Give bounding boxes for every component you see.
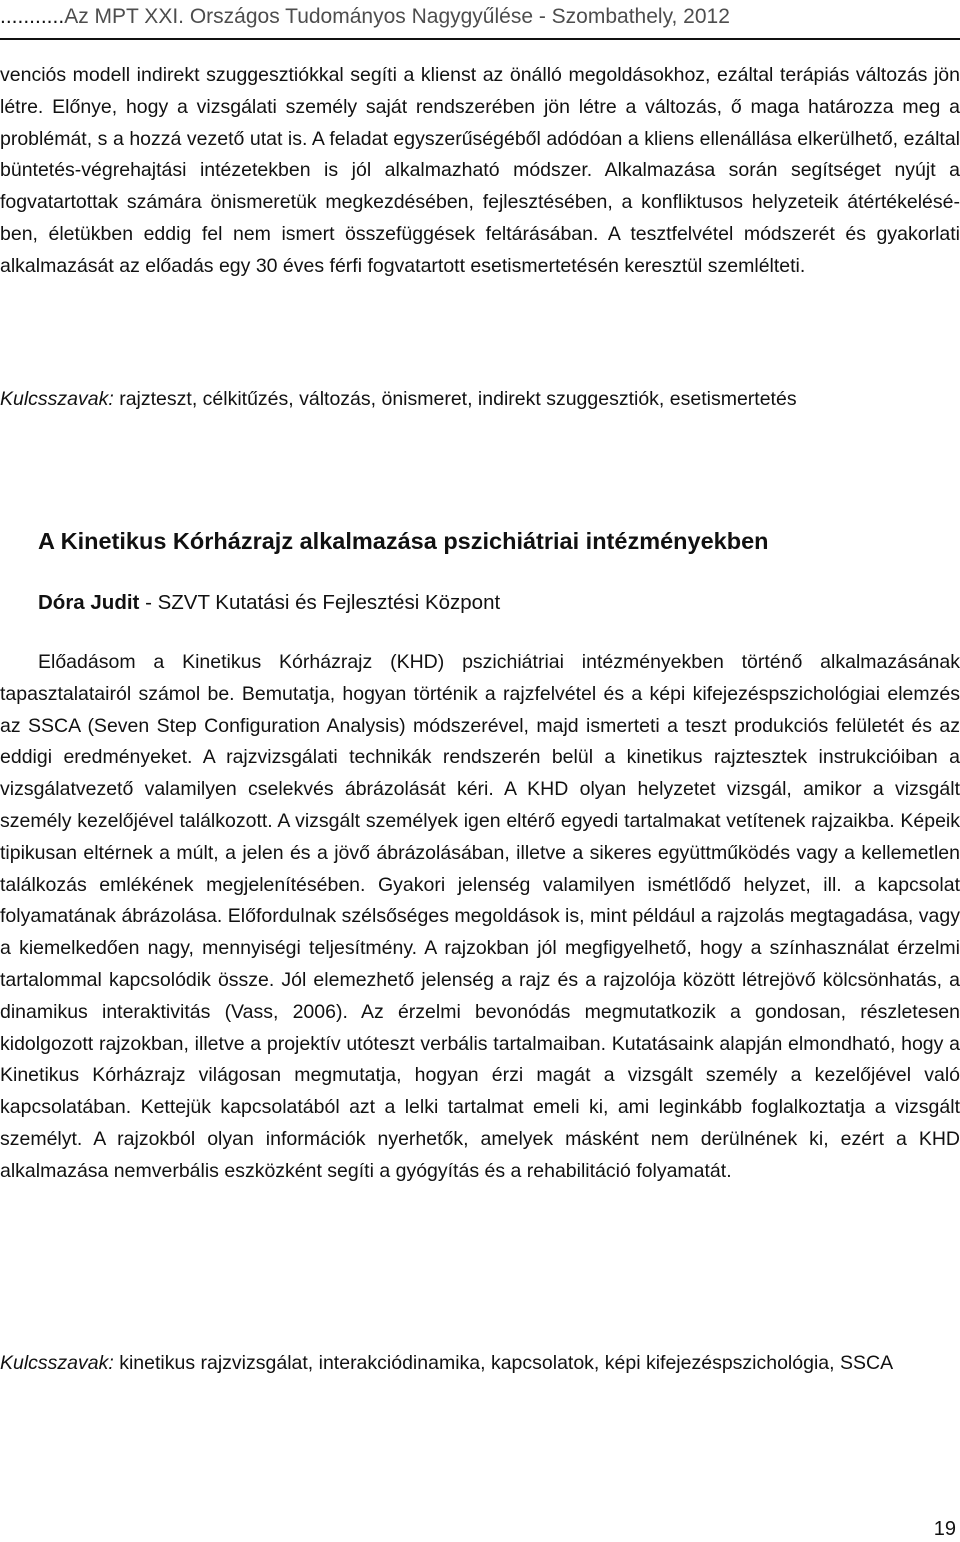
article-abstract: Előadásom a Kinetikus Kórházrajz (KHD) pszichiátriai intézményekben történő alkalmazásának tapasztalatairól számol be. Bemutatja, hogyan történik a rajzfelvétel és a képi kifejezéspszichológiai elemzés az SSCA (Seven Step Configuration Analysis) módszerével, majd ismerteti a teszt produkciós felületét és az eddigi eredményeket. A rajzvizsgálati technikák rendszerén belül a kinetikus rajztesztek instrukcióiban a vizsgálatvezető valamilyen cselekvés ábrázolását kéri. A KHD olyan helyzetet vizsgál, amikor a vizsgált személy kezelőjével találkozott. A vizsgált személyek igen eltérő egyedi tartalmakat vetítenek rajzaikba. Képeik tipikusan eltérnek a múlt, a jelen és a jövő ábrázolásában, illetve a sikeres együttműködés vagy a kellemetlen találkozás emlékének megjelenítésében. Gyakori jelenség valamilyen ismétlődő helyzet, ill. a kapcsolat folyamatának ábrázolása. Előfordulnak szélsőséges megoldások is, mint például a rajzolás megtagadása, vagy a kiemelkedően nagy, mennyiségi teljesítmény. A rajzokban jól megfigyelhető, hogy a színhasználat érzelmi tartalommal kapcsolódik össze. Jól elemezhető jelenség a rajz és a rajzolója között létrejövő kölcsönhatás, a dinamikus interaktivitás (Vass, 2006). Az érzelmi bevonódás megmutatkozik a gondosan, részletesen kidolgozott rajzokban, illetve a projektív utóteszt verbális tartalmaiban. Kutatásaink alapján elmondható, hogy a Kinetikus Kórházrajz világosan megmutatja, hogyan érzi magát a vizsgált személy a kezelőjével való kapcsolatában. Kettejük kapcsolatából azt a lelki tartalmat emeli ki, ami leginkább foglalkoztatja a vizsgált személyt. A rajzokból olyan információk nyerhetők, amelyek másként nem derülnének ki, ezért a KHD alkalmazása nemverbális eszközként segíti a gyógyítás és a rehabilitáció folyamatát.: [0, 651, 960, 1182]
keywords-text-1: rajzteszt, célkitűzés, változás, önismeret, indirekt szuggesztiók, esetismertetés: [113, 388, 797, 410]
keywords-paragraph-1: [0, 384, 960, 416]
author-name: Dóra Judit: [38, 591, 140, 614]
keywords-label-1: Kulcsszavak:: [0, 388, 114, 410]
header-rule: [0, 38, 960, 40]
page-number: 19: [933, 1518, 956, 1540]
running-header: [0, 4, 960, 44]
article-title: A Kinetikus Kórházrajz alkalmazása pszichiátriai intézményekben: [38, 528, 769, 554]
author-line: [38, 589, 500, 617]
author-affiliation: - SZVT Kutatási és Fejlesztési Központ: [139, 591, 501, 614]
header-dots: ...........: [0, 5, 65, 28]
keywords-text-2: kinetikus rajzvizsgálat, interakciódinamika, kapcsolatok, képi kifejezéspszichológia, SSCA: [113, 1352, 894, 1374]
previous-abstract-continuation: venciós modell indirekt szuggesztiókkal segíti a klienst az önálló megoldásokhoz, ezáltal terápiás változás jön létre. Előnye, hogy a vizsgálati személy saját rendszerében jön létre a változás, ő maga határozza meg a problémát, s a hozzá vezető utat is. A feladat egyszerűségéből adódóan a kliens ellenállása elkerülhető, ezáltal büntetés-végrehajtási intézetekben is jól alkalmazható módszer. Alkalmazása során segítséget nyújt a fogvatartottak számára önismeretük megkezdésében, fejlesztésében, a konfliktusos helyzeteik átértékelésében, életükben eddig fel nem ismert összefüggések feltárásában. A tesztfelvétel módszerét és gyakorlati alkalmazását az előadás egy 30 éves férfi fogvatartott esetismertetésén keresztül szemlélteti.: [0, 64, 960, 277]
keywords-paragraph-2: [0, 1348, 960, 1380]
header-title: Az MPT XXI. Országos Tudományos Nagygyűlése - Szombathely, 2012: [64, 5, 730, 28]
keywords-label-2: Kulcsszavak:: [0, 1352, 114, 1374]
